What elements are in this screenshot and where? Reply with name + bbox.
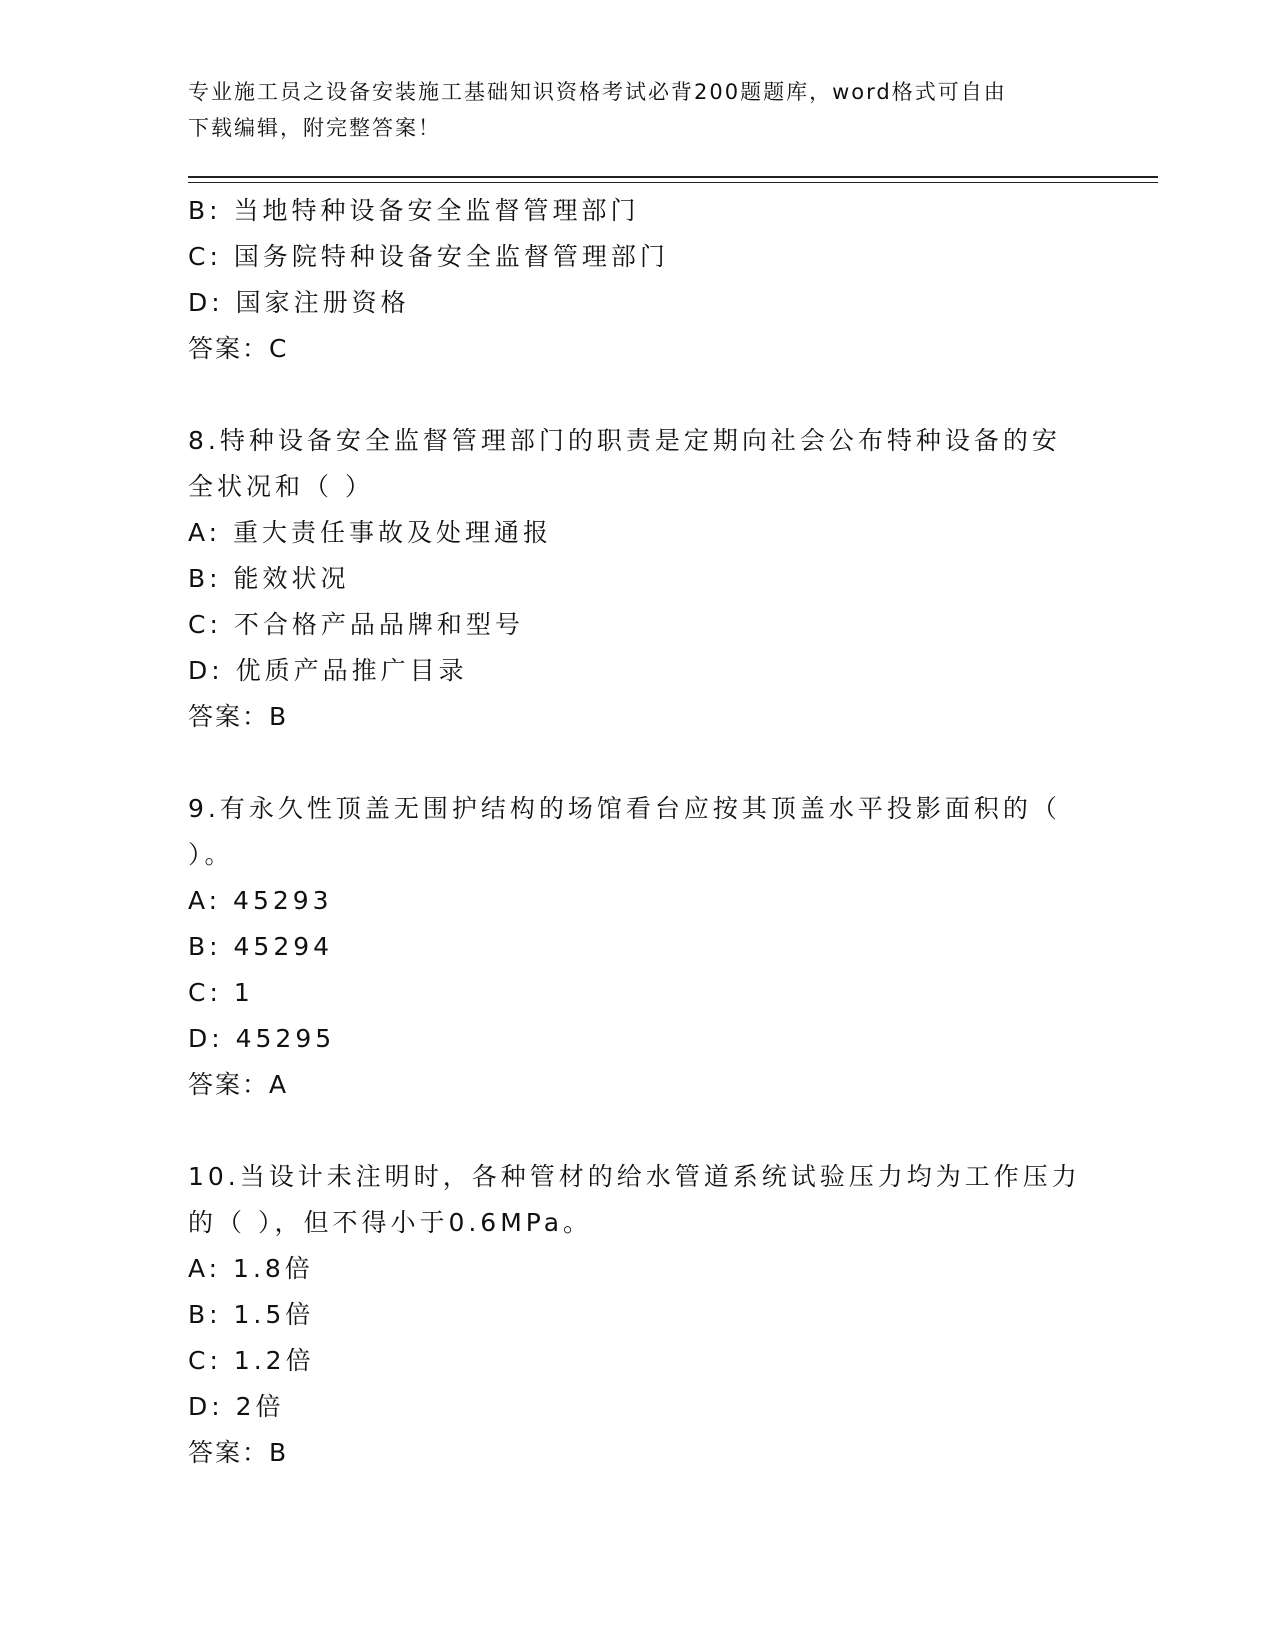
option-a: A: 45293 — [188, 886, 333, 915]
header-divider-thick — [188, 176, 1158, 178]
question-text-continued: 全状况和（ ） — [188, 472, 374, 501]
header-line-1: 专业施工员之设备安装施工基础知识资格考试必背200题题库，word格式可自由 — [188, 80, 1007, 104]
question-block-9 — [188, 786, 1088, 1108]
option-c: C: 不合格产品品牌和型号 — [188, 610, 524, 639]
answer-line: 答案：C — [188, 334, 289, 363]
option-d: D: 国家注册资格 — [188, 288, 410, 317]
option-b: B: 当地特种设备安全监督管理部门 — [188, 196, 640, 225]
header-divider-thin — [188, 182, 1158, 183]
answer-line: 答案：B — [188, 1438, 289, 1467]
spacer — [188, 372, 1088, 418]
header-line-2: 下载编辑，附完整答案！ — [188, 116, 441, 140]
answer-line: 答案：A — [188, 1070, 289, 1099]
question-text: 9.有永久性顶盖无围护结构的场馆看台应按其顶盖水平投影面积的（ — [188, 794, 1061, 823]
answer-line: 答案：B — [188, 702, 289, 731]
question-text: 8.特种设备安全监督管理部门的职责是定期向社会公布特种设备的安 — [188, 426, 1061, 455]
question-text-continued: 的（ ），但不得小于0.6MPa。 — [188, 1208, 593, 1237]
question-block-10 — [188, 1154, 1088, 1476]
option-c: C: 1 — [188, 978, 254, 1007]
question-block-8 — [188, 418, 1088, 740]
option-c: C: 1.2倍 — [188, 1346, 315, 1375]
spacer — [188, 740, 1088, 786]
option-b: B: 能效状况 — [188, 564, 350, 593]
option-c: C: 国务院特种设备安全监督管理部门 — [188, 242, 669, 271]
option-a: A: 1.8倍 — [188, 1254, 314, 1283]
question-list — [188, 188, 1088, 1476]
question-text-continued: ）。 — [188, 840, 234, 869]
question-block-7 — [188, 188, 1088, 372]
option-d: D: 45295 — [188, 1024, 336, 1053]
option-a: A: 重大责任事故及处理通报 — [188, 518, 553, 547]
spacer — [188, 1108, 1088, 1154]
option-b: B: 1.5倍 — [188, 1300, 315, 1329]
option-d: D: 2倍 — [188, 1392, 285, 1421]
question-text: 10.当设计未注明时，各种管材的给水管道系统试验压力均为工作压力 — [188, 1162, 1081, 1191]
option-b: B: 45294 — [188, 932, 334, 961]
option-d: D: 优质产品推广目录 — [188, 656, 468, 685]
document-header — [188, 74, 1068, 146]
